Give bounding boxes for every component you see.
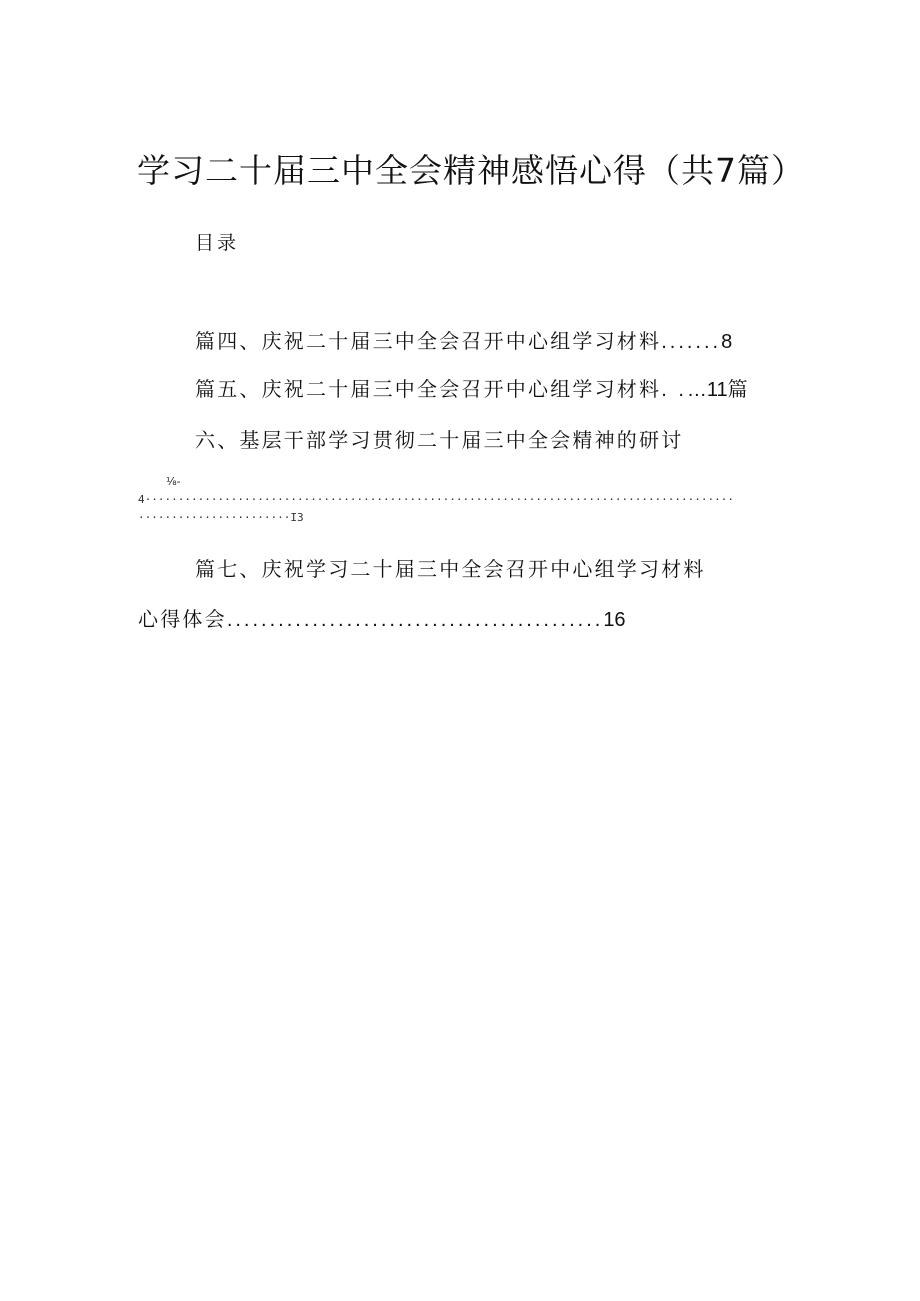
toc-leader-dots: ....... (661, 331, 722, 353)
toc-leader-prefix: 4 (138, 493, 145, 506)
toc-page-number: I3 (290, 511, 304, 524)
toc-entry-6 (195, 424, 683, 453)
toc-leader-dots: ························································································· (144, 493, 735, 506)
toc-entry-4 (195, 325, 732, 354)
toc-leader-dots: ............................................ (226, 609, 604, 631)
toc-entry-text: 篇五、庆祝二十届三中全会召开中心组学习材料 (195, 377, 662, 401)
toc-leader-dots: ······················· (138, 511, 291, 524)
toc-leader-dots-row (138, 511, 378, 524)
toc-entry-text: 心得体会 (138, 607, 227, 631)
toc-heading: 目录 (195, 232, 240, 254)
toc-page-number: 8 (721, 331, 733, 353)
toc-page-number: …11篇 (686, 379, 748, 401)
document-title: 学习二十届三中全会精神感悟心得（共7篇） (137, 151, 805, 190)
toc-entry-text: 六、基层干部学习贯彻二十届三中全会精神的研讨 (195, 428, 684, 452)
toc-leader-dots-row (138, 493, 778, 506)
toc-entry-5 (195, 373, 748, 402)
toc-entry-7-cont (138, 603, 626, 632)
toc-entry-text: 篇四、庆祝二十届三中全会召开中心组学习材料 (195, 329, 662, 353)
toc-page-number: 16 (603, 609, 626, 631)
toc-fragment: ⅛- (166, 475, 181, 488)
toc-entry-text: 篇七、庆祝学习二十届三中全会召开中心组学习材料 (195, 557, 706, 581)
toc-entry-7 (195, 553, 706, 582)
toc-leader-dots: . . (661, 379, 687, 401)
